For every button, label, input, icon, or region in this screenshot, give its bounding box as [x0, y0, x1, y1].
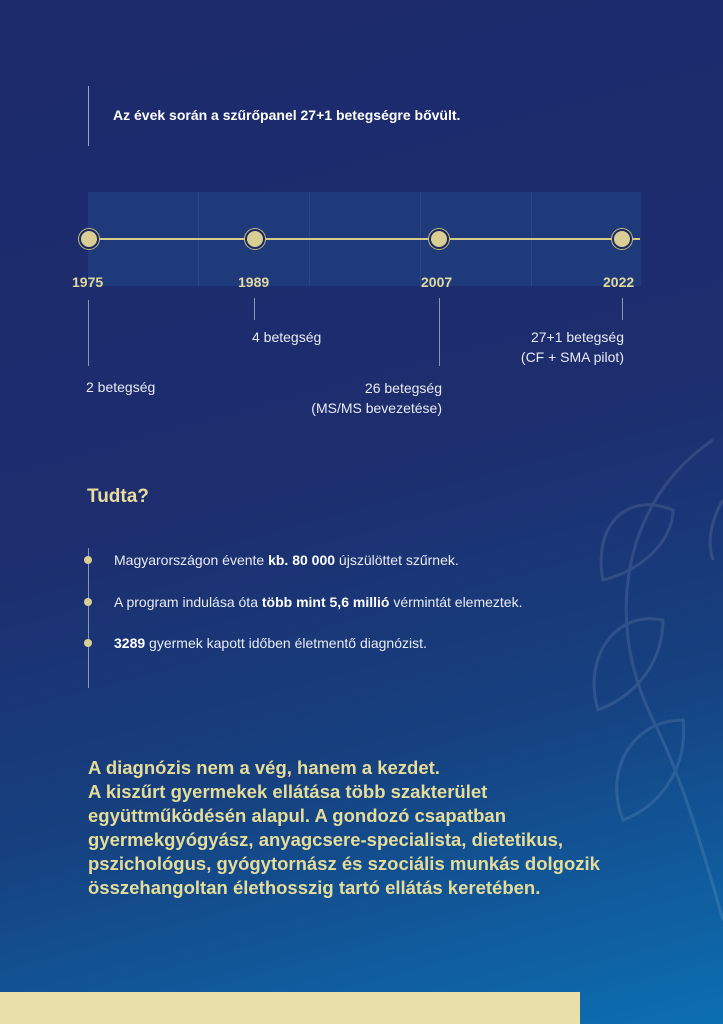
- closing-line: pszichológus, gyógytornász és szociális munkás dolgozik: [88, 853, 600, 874]
- timeline-dot: [79, 229, 99, 249]
- intro-rule: [88, 86, 89, 146]
- fact-bullet: [84, 556, 92, 564]
- facts-rule: [88, 548, 89, 688]
- closing-line: A diagnózis nem a vég, hanem a kezdet.: [88, 757, 440, 778]
- fact-item: 3289 gyermek kapott időben életmentő diagnózist.: [114, 635, 427, 651]
- closing-paragraph: [88, 756, 708, 900]
- timeline-year: 1975: [72, 274, 104, 290]
- closing-line: együttműködésén alapul. A gondozó csapatban: [88, 805, 507, 826]
- timeline-dot: [612, 229, 632, 249]
- fact-bullet: [84, 598, 92, 606]
- timeline-year: 2022: [603, 274, 635, 290]
- timeline-year: 1989: [238, 274, 270, 290]
- timeline-dot: [429, 229, 449, 249]
- timeline-event-2007: 26 betegség (MS/MS bevezetése): [311, 380, 442, 416]
- fact-item: Magyarországon évente kb. 80 000 újszülöttet szűrnek.: [114, 552, 459, 568]
- fact-bullet: [84, 639, 92, 647]
- timeline-event-1989: 4 betegség: [252, 329, 322, 345]
- timeline-connector: [439, 298, 440, 366]
- timeline-connector: [254, 298, 255, 320]
- closing-line: összehangoltan élethosszig tartó ellátás keretében.: [88, 877, 541, 898]
- timeline-connector: [622, 298, 623, 320]
- closing-line: gyermekgyógyász, anyagcsere-specialista, dietetikus,: [88, 829, 564, 850]
- fact-item: A program indulása óta több mint 5,6 millió vérmintát elemeztek.: [114, 594, 523, 610]
- intro-text: Az évek során a szűrőpanel 27+1 betegségre bővült.: [113, 107, 461, 123]
- timeline-connector: [88, 300, 89, 366]
- timeline-event-1975: 2 betegség: [86, 379, 156, 395]
- timeline-event-2022: 27+1 betegség (CF + SMA pilot): [520, 329, 624, 365]
- timeline-dot: [245, 229, 265, 249]
- timeline-line: [90, 238, 640, 240]
- tudta-heading: Tudta?: [87, 486, 149, 507]
- timeline-year: 2007: [421, 274, 453, 290]
- footer-bar: [0, 992, 580, 1024]
- closing-line: A kiszűrt gyermekek ellátása több szakterület: [88, 781, 488, 802]
